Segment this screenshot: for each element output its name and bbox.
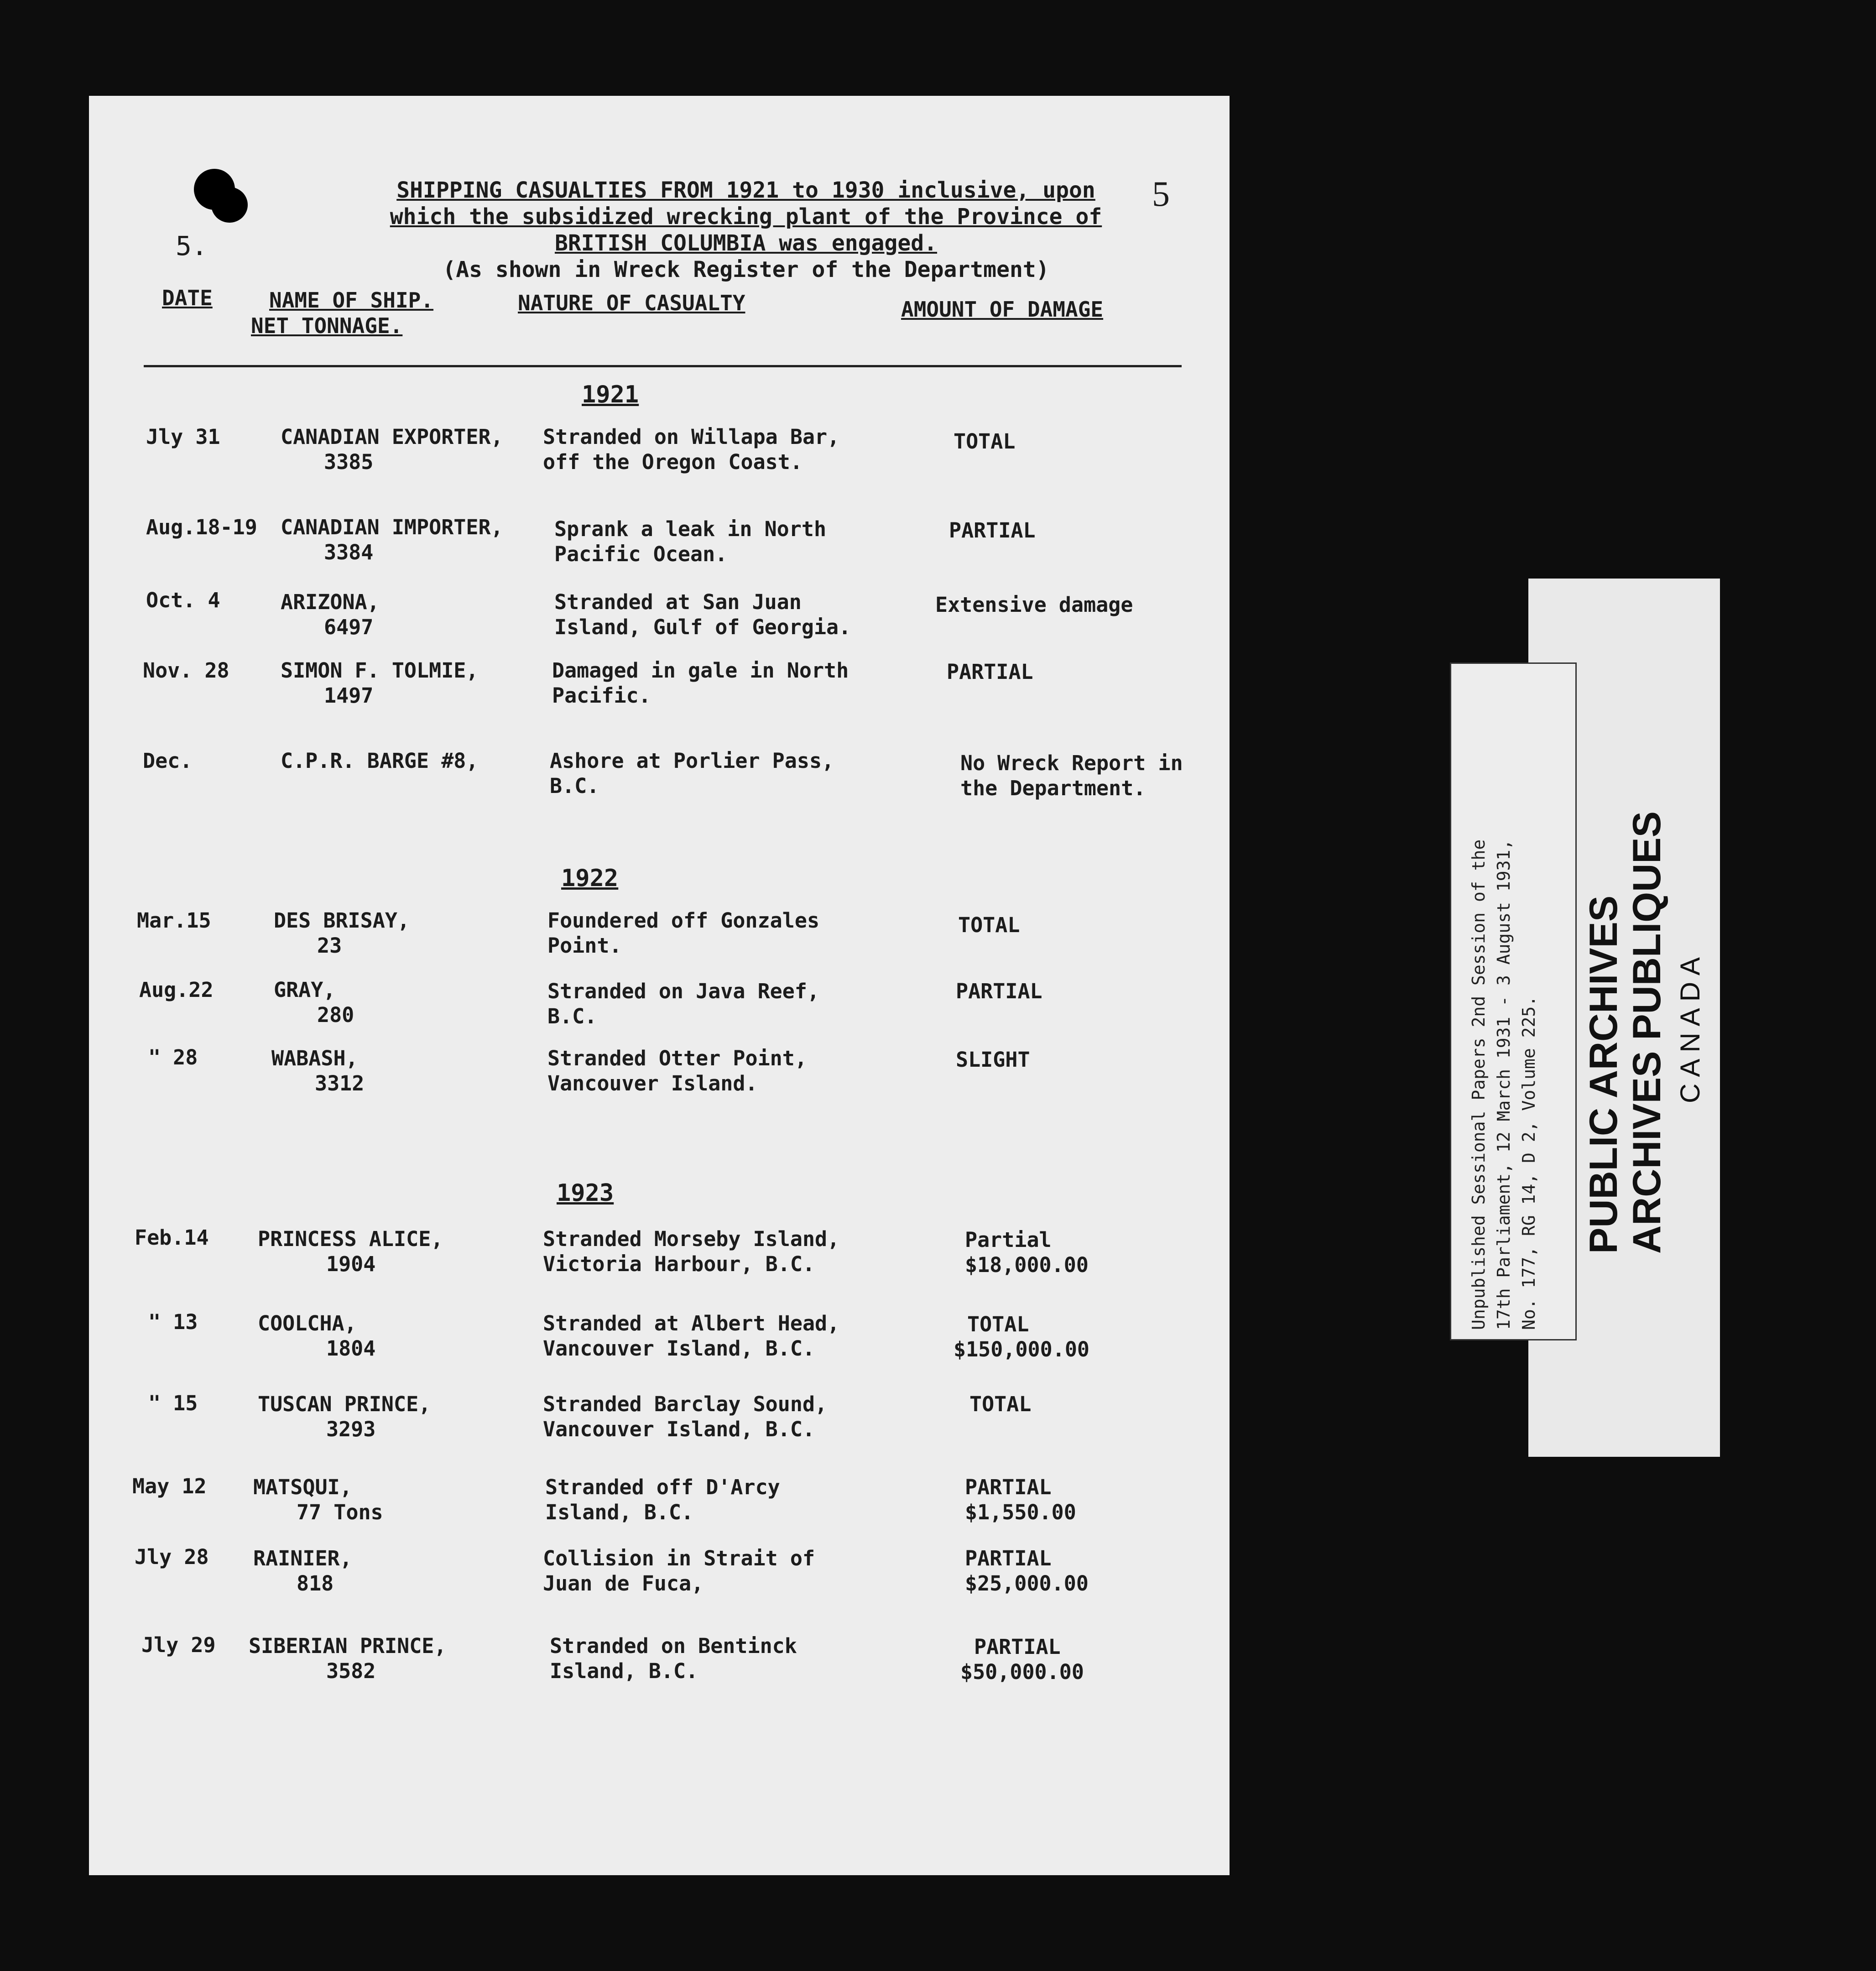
row-damage [965, 1546, 1089, 1596]
row-nature [547, 908, 819, 958]
row-date: Jly 31 [146, 425, 220, 449]
ship-name: ARIZONA, [281, 590, 380, 614]
row-date: Oct. 4 [146, 588, 220, 612]
damage-line: $25,000.00 [965, 1571, 1089, 1596]
ship-name: MATSQUI, [253, 1475, 352, 1499]
row-date: Nov. 28 [143, 658, 229, 683]
row-damage [960, 1634, 1084, 1684]
row-damage [969, 1392, 1031, 1417]
damage-line: PARTIAL [949, 518, 1036, 542]
row-ship [271, 1046, 364, 1096]
nature-line: Stranded off D'Arcy [545, 1475, 780, 1499]
row-damage [965, 1227, 1089, 1278]
damage-line: PARTIAL [947, 660, 1033, 684]
row-nature [545, 1475, 780, 1525]
nature-line: Vancouver Island, B.C. [543, 1417, 815, 1441]
header-rule [144, 365, 1182, 367]
row-damage [935, 592, 1133, 617]
nature-line: Stranded on Java Reef, [547, 979, 820, 1003]
damage-line: PARTIAL [956, 979, 1042, 1003]
damage-line: TOTAL [958, 913, 1020, 937]
nature-line: Stranded Barclay Sound, [543, 1392, 828, 1416]
ship-tonnage: 1904 [326, 1252, 376, 1276]
row-nature [554, 589, 851, 640]
row-nature [543, 424, 839, 474]
source-note-card [1450, 662, 1577, 1340]
row-nature [547, 1046, 807, 1096]
nature-line: Vancouver Island, B.C. [543, 1336, 815, 1361]
nature-line: Damaged in gale in North [552, 658, 849, 683]
ship-name: GRAY, [274, 978, 336, 1002]
nature-line: Point. [547, 933, 622, 958]
source-note-line: No. 177, RG 14, D 2, Volume 225. [1519, 996, 1539, 1330]
ship-tonnage: 77 Tons [297, 1500, 383, 1524]
row-damage [954, 1312, 1089, 1362]
nature-line: Pacific. [552, 683, 651, 708]
nature-line: Collision in Strait of [543, 1546, 815, 1570]
row-ship [281, 748, 478, 773]
row-damage [958, 912, 1020, 938]
row-ship [258, 1311, 375, 1361]
row-damage [947, 659, 1033, 684]
title-line: which the subsidized wrecking plant of the Province of [390, 204, 1102, 229]
page-number-left: 5. [176, 230, 208, 261]
ship-name: PRINCESS ALICE, [258, 1227, 443, 1251]
row-date: Mar.15 [137, 908, 211, 933]
ship-name: COOLCHA, [258, 1311, 357, 1335]
damage-line: PARTIAL [965, 1475, 1052, 1499]
nature-line: off the Oregon Coast. [543, 450, 803, 474]
row-ship [253, 1546, 352, 1596]
ship-name: SIMON F. TOLMIE, [281, 658, 479, 683]
archive-label-line: ARCHIVES PUBLIQUES [1625, 811, 1669, 1254]
row-damage [956, 1047, 1030, 1072]
row-ship [274, 908, 410, 958]
row-nature [550, 748, 834, 798]
row-ship [281, 658, 478, 708]
row-date: Jly 29 [141, 1633, 216, 1657]
ship-tonnage: 3384 [324, 540, 374, 564]
damage-line: TOTAL [967, 1312, 1029, 1336]
ship-name: CANADIAN EXPORTER, [281, 425, 503, 449]
column-header-tonnage: NET TONNAGE. [251, 313, 403, 338]
row-date: Jly 28 [135, 1545, 209, 1569]
row-damage [960, 751, 1183, 801]
document-title [313, 177, 1179, 283]
archive-label-line: PUBLIC ARCHIVES [1582, 895, 1626, 1254]
row-date: " 15 [148, 1391, 198, 1415]
archive-label-line: CANADA [1675, 950, 1705, 1103]
nature-line: Victoria Harbour, B.C. [543, 1252, 815, 1276]
ship-name: CANADIAN IMPORTER, [281, 515, 503, 539]
nature-line: Pacific Ocean. [554, 542, 728, 566]
ship-name: TUSCAN PRINCE, [258, 1392, 431, 1416]
nature-line: Vancouver Island. [547, 1071, 758, 1095]
row-ship [249, 1633, 446, 1684]
row-ship [281, 424, 503, 474]
nature-line: Ashore at Porlier Pass, [550, 749, 834, 773]
ship-tonnage: 1497 [324, 683, 374, 708]
row-nature [554, 516, 826, 567]
column-header-nature: NATURE OF CASUALTY [518, 291, 745, 315]
column-header-date: DATE [162, 286, 213, 310]
damage-line: Extensive damage [935, 593, 1133, 617]
ship-name: DES BRISAY, [274, 908, 410, 933]
nature-line: B.C. [547, 1004, 597, 1028]
row-ship [274, 977, 354, 1027]
row-damage [949, 518, 1036, 543]
ship-tonnage: 818 [297, 1571, 334, 1596]
title-line: BRITISH COLUMBIA was engaged. [554, 230, 938, 256]
row-ship [253, 1475, 383, 1525]
ship-tonnage: 3582 [326, 1659, 376, 1683]
column-header-damage: AMOUNT OF DAMAGE [901, 297, 1104, 322]
nature-line: Foundered off Gonzales [547, 908, 820, 933]
row-nature [543, 1311, 839, 1361]
year-heading: 1921 [582, 381, 639, 408]
title-line: SHIPPING CASUALTIES FROM 1921 to 1930 inclusive, upon [396, 177, 1095, 203]
damage-line: $18,000.00 [965, 1253, 1089, 1277]
damage-line: TOTAL [969, 1392, 1032, 1416]
ship-name: RAINIER, [253, 1546, 352, 1570]
source-note-line: 17th Parliament, 12 March 1931 - 3 August 1931, [1494, 839, 1514, 1330]
ship-tonnage: 3385 [324, 450, 374, 474]
nature-line: Island, B.C. [545, 1500, 694, 1524]
row-date: May 12 [132, 1474, 207, 1498]
nature-line: Island, Gulf of Georgia. [554, 615, 851, 639]
row-nature [547, 979, 819, 1029]
damage-line: $50,000.00 [960, 1660, 1084, 1684]
row-date: " 13 [148, 1310, 198, 1334]
nature-line: B.C. [550, 774, 599, 798]
row-nature [543, 1546, 815, 1596]
source-note-line: Unpublished Sessional Papers 2nd Session of the [1469, 839, 1489, 1330]
page-number: 5 [1152, 174, 1170, 214]
damage-line: PARTIAL [965, 1546, 1052, 1570]
punch-hole [211, 187, 248, 223]
ship-tonnage: 1804 [326, 1336, 376, 1361]
nature-line: Stranded at Albert Head, [543, 1311, 840, 1335]
damage-line: the Department. [960, 776, 1146, 800]
ship-tonnage: 23 [317, 933, 342, 958]
ship-tonnage: 3293 [326, 1417, 376, 1441]
damage-line: PARTIAL [974, 1635, 1061, 1659]
row-damage [956, 979, 1042, 1004]
nature-line: Juan de Fuca, [543, 1571, 704, 1596]
damage-line: SLIGHT [956, 1048, 1030, 1072]
row-nature [543, 1226, 839, 1277]
row-ship [281, 515, 503, 565]
damage-line: Partial [965, 1228, 1052, 1252]
nature-line: Stranded on Bentinck [550, 1634, 797, 1658]
nature-line: Stranded Morseby Island, [543, 1227, 840, 1251]
row-nature [543, 1392, 827, 1442]
nature-line: Island, B.C. [550, 1659, 698, 1683]
nature-line: Stranded Otter Point, [547, 1046, 807, 1070]
row-date: Feb.14 [135, 1225, 209, 1250]
column-header-name: NAME OF SHIP. [269, 288, 434, 313]
row-ship [281, 589, 380, 640]
row-nature [552, 658, 849, 708]
nature-line: Stranded on Willapa Bar, [543, 425, 840, 449]
ship-name: SIBERIAN PRINCE, [249, 1634, 447, 1658]
ship-tonnage: 3312 [315, 1071, 365, 1095]
ship-name: C.P.R. BARGE #8, [281, 749, 479, 773]
damage-line: $1,550.00 [965, 1500, 1076, 1524]
year-heading: 1923 [557, 1179, 614, 1207]
row-date: Aug.18-19 [146, 515, 257, 539]
row-date: " 28 [148, 1045, 198, 1069]
document-page [89, 96, 1230, 1875]
row-date: Aug.22 [139, 978, 214, 1002]
year-heading: 1922 [561, 865, 619, 892]
row-damage [965, 1475, 1076, 1525]
damage-line: $150,000.00 [954, 1337, 1090, 1361]
nature-line: Sprank a leak in North [554, 517, 827, 541]
title-subline: (As shown in Wreck Register of the Department) [443, 257, 1049, 282]
ship-tonnage: 280 [317, 1003, 354, 1027]
nature-line: Stranded at San Juan [554, 590, 802, 614]
row-damage [954, 429, 1015, 454]
ship-tonnage: 6497 [324, 615, 374, 639]
row-date: Dec. [143, 749, 193, 773]
ship-name: WABASH, [271, 1046, 358, 1070]
damage-line: No Wreck Report in [960, 751, 1183, 775]
row-ship [258, 1392, 431, 1442]
row-ship [258, 1226, 443, 1277]
row-nature [550, 1633, 797, 1684]
damage-line: TOTAL [954, 429, 1016, 454]
